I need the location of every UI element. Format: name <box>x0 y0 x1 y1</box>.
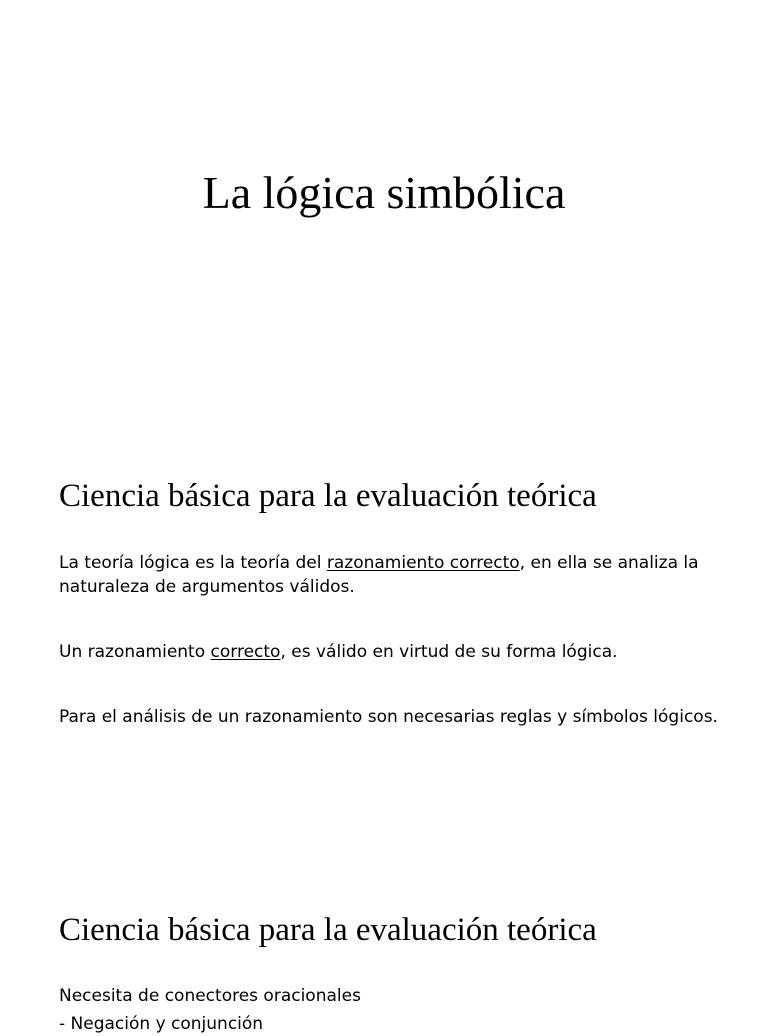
section-heading-2: Ciencia básica para la evaluación teórica <box>59 912 597 948</box>
link-razonamiento-correcto[interactable]: razonamiento correcto <box>326 553 520 573</box>
paragraph-theory-text-before: La teoría lógica es la teoría del <box>59 553 327 573</box>
list-item-negation: - Negación y conjunción <box>59 1014 264 1034</box>
section-heading-1: Ciencia básica para la evaluación teórica <box>59 478 597 514</box>
paragraph-valid-text-before: Un razonamiento <box>59 642 211 662</box>
link-correcto[interactable]: correcto <box>210 642 281 662</box>
paragraph-theory-text-after: , en ella se analiza la naturaleza de argumentos válidos. <box>59 553 699 597</box>
paragraph-valid-text-after: , es válido en virtud de su forma lógica. <box>280 642 618 662</box>
paragraph-theory <box>59 551 729 599</box>
paragraph-analysis: Para el análisis de un razonamiento son necesarias reglas y símbolos lógicos. <box>59 707 718 727</box>
slide-title: La lógica simbólica <box>202 167 566 218</box>
paragraph-valid <box>59 640 729 664</box>
paragraph-connectors: Necesita de conectores oracionales <box>59 986 361 1006</box>
